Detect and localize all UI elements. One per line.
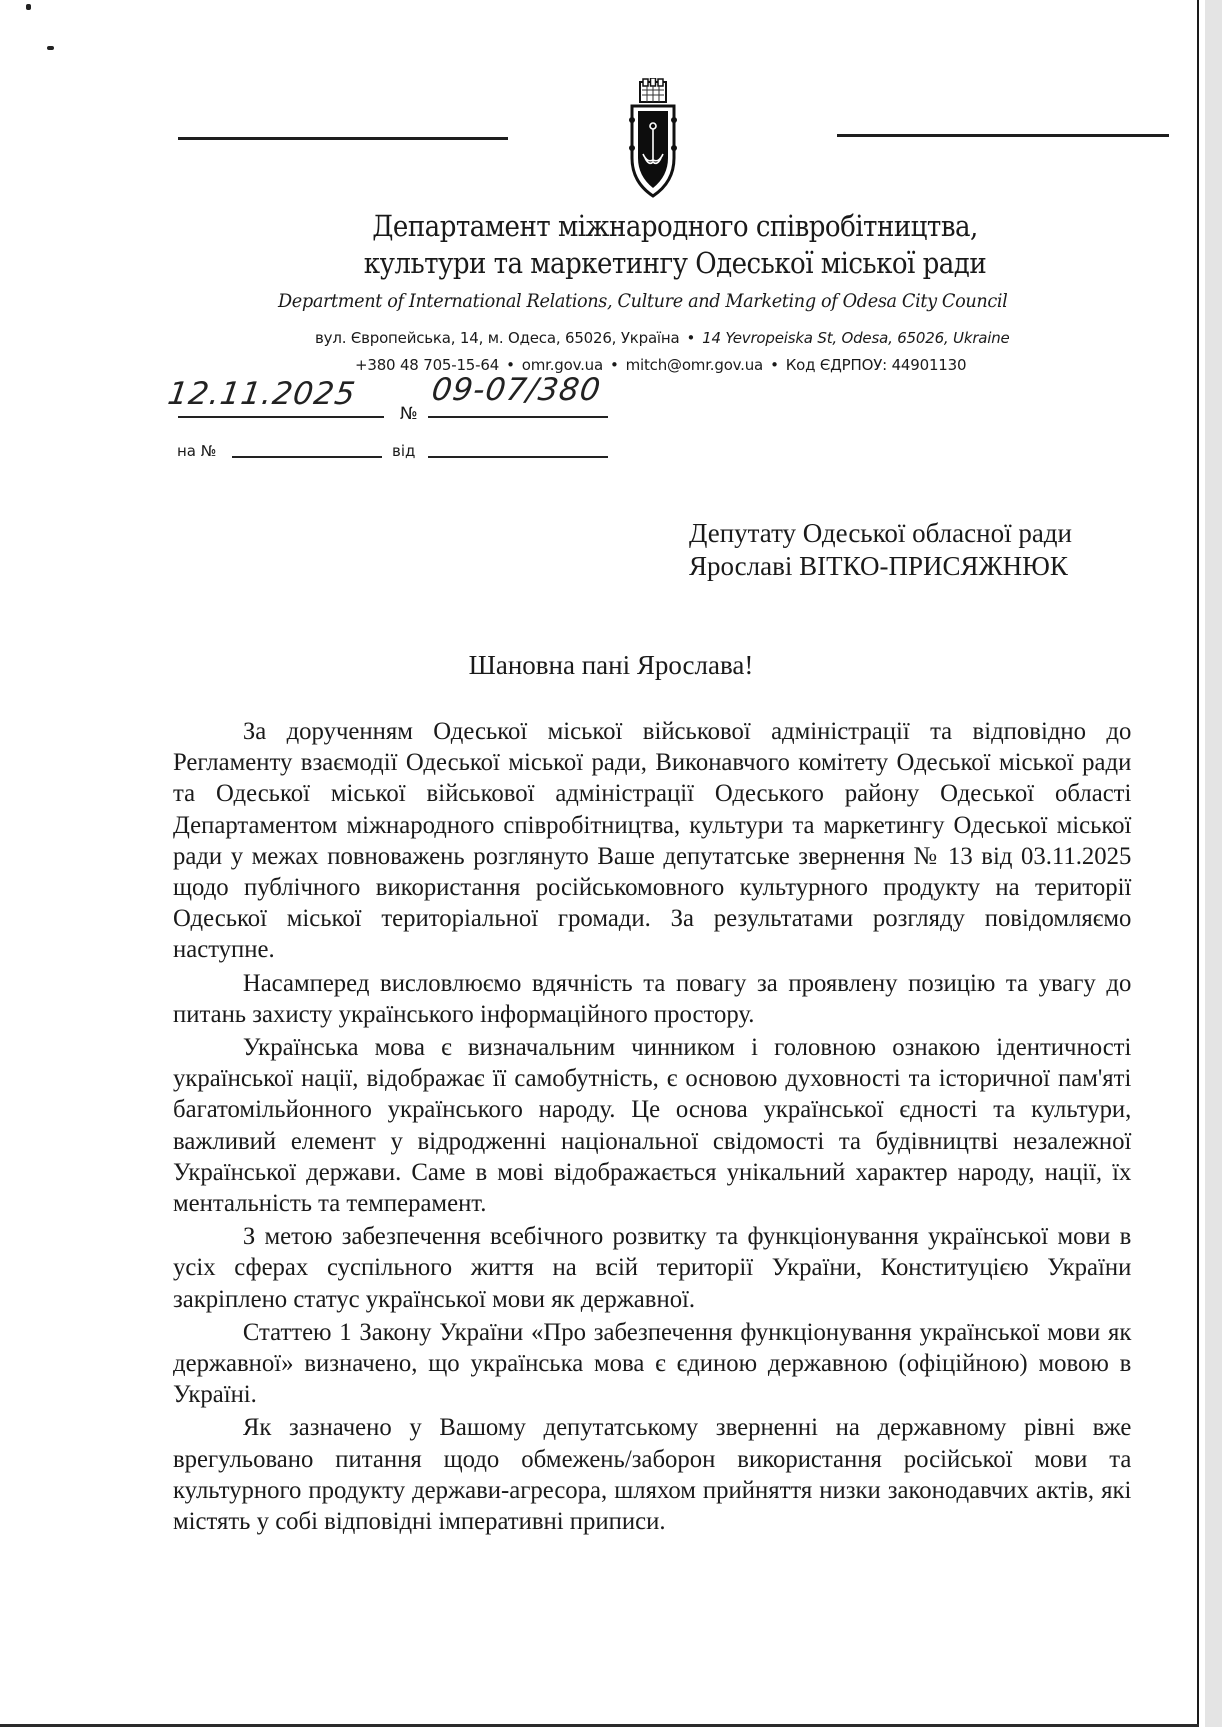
scan-artifact xyxy=(26,4,31,10)
body-paragraph: Насамперед висловлюємо вдячність та повагу за проявлену позицію та увагу до питань захисту українського інформаційного простору. xyxy=(173,967,1132,1028)
page-edge-right xyxy=(1197,0,1199,1725)
body-paragraph: Як зазначено у Вашому депутатському зверненні на державному рівні вже врегульовано питання щодо обмежень/заборон використання російської мови та культурного продукту держави-агресора, шляхом прийняття низки законодавчих актів, які містять у собі відповідні імперативні приписи. xyxy=(173,1412,1132,1536)
address-uk: вул. Європейська, 14, м. Одеса, 65026, Україна xyxy=(315,329,680,347)
header-rule-right xyxy=(837,134,1169,137)
body-paragraph: Українська мова є визначальним чинником і головною ознакою ідентичності української нації, відображає її самобутність, є основою духовності та історичної пам'яті багатомільйонного українського народу. Це основа української єдності та культури, важливий елемент у відродженні національної свідомості та будівництві незалежної Української держави. Саме в мові відображається унікальний характер народу, нації, їх ментальність та темперамент. xyxy=(173,1032,1132,1218)
addressee xyxy=(689,517,1072,583)
separator-dot: • xyxy=(686,329,696,347)
date-underline xyxy=(178,416,384,418)
reply-to-number-field xyxy=(232,456,382,458)
addressee-position: Депутату Одеської обласної ради xyxy=(689,518,1072,548)
header-rule-left xyxy=(178,137,508,140)
org-name-uk xyxy=(68,208,1168,282)
body-paragraph: Статтею 1 Закону України «Про забезпечення функціонування української мови як державної» визначено, що українська мова є єдиною державною (офіційною) мовою в Україні. xyxy=(173,1316,1132,1409)
separator-dot: • xyxy=(609,356,619,374)
org-name-uk-line1: Департамент міжнародного співробітництва, xyxy=(372,209,978,243)
outgoing-date: 12.11.2025 xyxy=(165,376,359,412)
reply-to-date-field xyxy=(428,456,608,458)
edrpou-code: Код ЄДРПОУ: 44901130 xyxy=(785,356,967,374)
from-label: від xyxy=(392,442,416,460)
phone: +380 48 705-15-64 xyxy=(355,356,500,374)
separator-dot: • xyxy=(506,356,515,374)
number-label: № xyxy=(400,404,418,424)
odesa-coat-of-arms-icon xyxy=(629,78,677,198)
scan-artifact xyxy=(47,46,54,50)
address-en: 14 Yevropeiska St, Odesa, 65026, Ukraine xyxy=(702,329,1010,347)
address-line xyxy=(315,329,1010,347)
body-paragraph: За дорученням Одеської міської військової адміністрації та відповідно до Регламенту взаємодії Одеської міської ради, Виконавчого комітету Одеської міської ради та Одеської міської військової адміністрації Одеського району Одеської області Департаментом міжнародного співробітництва, культури та маркетингу Одеської міської ради у межах повноважень розглянуто Ваше депутатське звернення № 13 від 03.11.2025 щодо публічного використання російськомовного культурного продукту на території Одеської міської територіальної громади. За результатами розгляду повідомляємо наступне. xyxy=(173,716,1132,964)
addressee-name: Ярославі ВІТКО-ПРИСЯЖНЮК xyxy=(689,551,1068,581)
email-link[interactable]: mitch@omr.gov.ua xyxy=(625,356,764,374)
salutation: Шановна пані Ярослава! xyxy=(468,650,754,680)
separator-dot: • xyxy=(770,356,779,374)
website-link[interactable]: omr.gov.ua xyxy=(521,356,603,374)
reply-to-label: на № xyxy=(177,442,217,460)
number-underline xyxy=(428,416,608,418)
scan-background-strip xyxy=(1205,0,1222,1727)
org-name-uk-line2: культури та маркетингу Одеської міської ради xyxy=(363,246,987,280)
letter-body xyxy=(173,715,1131,1536)
org-name-en: Department of International Relations, Culture and Marketing of Odesa City Council xyxy=(278,290,1008,312)
outgoing-number: 09-07/380 xyxy=(429,372,604,408)
body-paragraph: З метою забезпечення всебічного розвитку та функціонування української мови в усіх сферах суспільного життя на всій території України, Конституцією України закріплено статус української мови як державної. xyxy=(173,1221,1132,1313)
